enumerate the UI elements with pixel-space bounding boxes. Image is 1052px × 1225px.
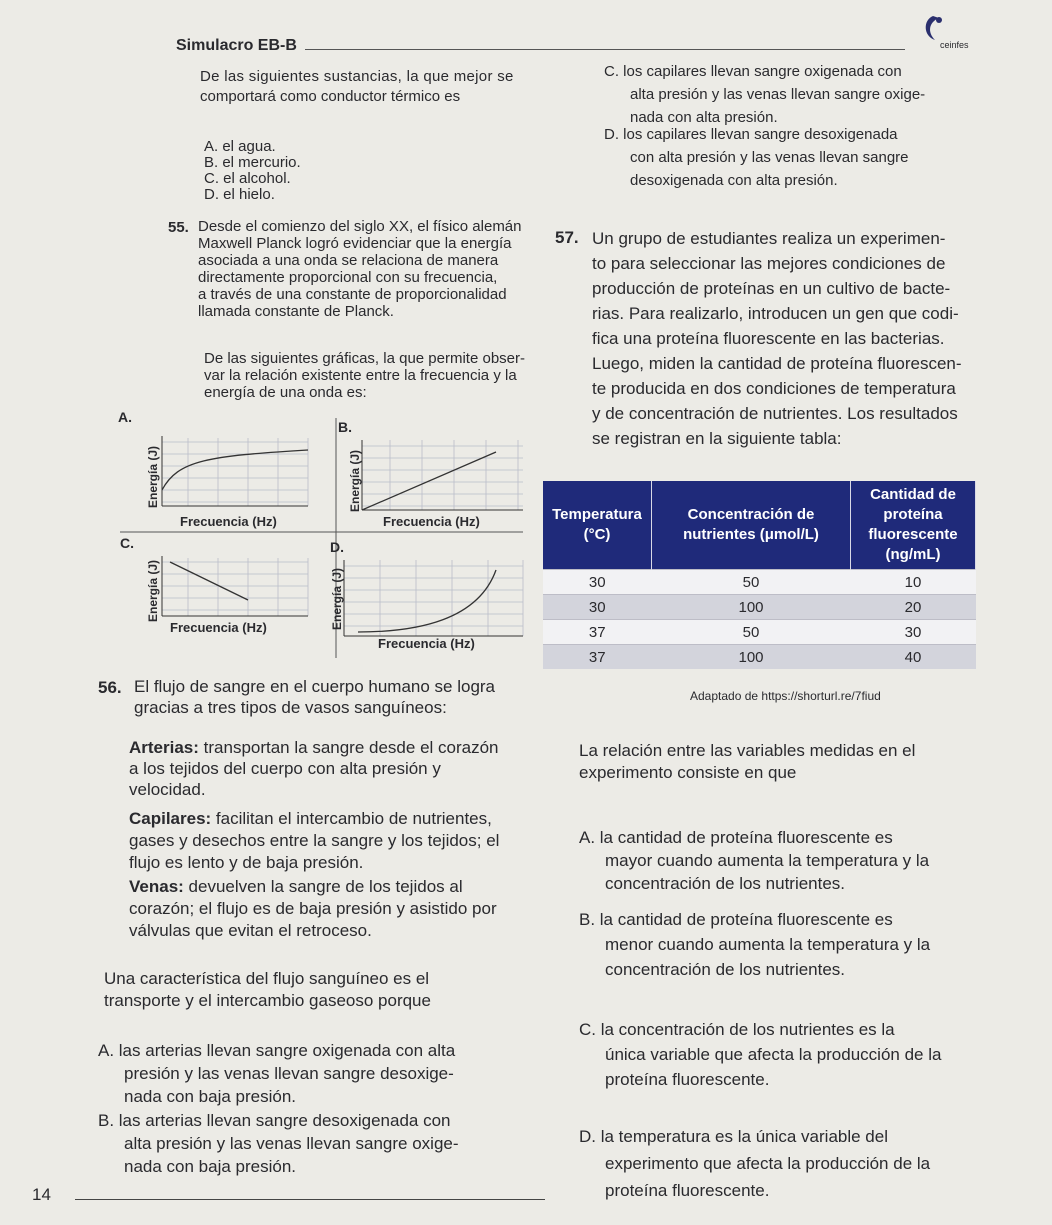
q56-question (104, 968, 554, 1012)
graph-d-ylabel: Energía (J) (330, 567, 344, 630)
table-cell: 10 (851, 570, 976, 595)
graph-b-label[interactable]: B. (338, 419, 352, 435)
option-line: concentración de los nutrientes. (605, 874, 846, 893)
graph-b-ylabel: Energía (J) (348, 449, 362, 512)
option-line: experimento que afecta la producción de la (605, 1154, 931, 1173)
graph-d-xlabel: Frecuencia (Hz) (378, 636, 475, 651)
term-text: gases y desechos entre la sangre y los tejidos; el (129, 831, 500, 850)
option-line: desoxigenada con alta presión. (630, 172, 838, 189)
table-source: Adaptado de https://shorturl.re/7fiud (690, 689, 881, 703)
question-number: 55. (168, 219, 189, 236)
page-number: 14 (32, 1185, 51, 1204)
q56-intro-line: gracias a tres tipos de vasos sanguíneos: (134, 698, 447, 717)
page-header-title: Simulacro EB-B (176, 37, 297, 54)
logo-text: ceinfes (940, 40, 969, 50)
term-text: velocidad. (129, 780, 206, 799)
table-cell: 30 (543, 570, 652, 595)
q55-line: llamada constante de Planck. (198, 303, 394, 320)
table-cell: 100 (652, 595, 851, 620)
graph-a-ylabel: Energía (J) (146, 445, 160, 508)
table-cell: 100 (652, 645, 851, 670)
option-line: única variable que afecta la producción de la (605, 1045, 942, 1064)
option-line: C. los capilares llevan sangre oxigenada con (604, 63, 902, 80)
option-line: A. la cantidad de proteína fluorescente es (579, 828, 893, 847)
q57-line: Luego, miden la cantidad de proteína fluorescen- (592, 354, 962, 373)
option-line: B. las arterias llevan sangre desoxigenada con (98, 1111, 451, 1130)
q55-question-line: var la relación existente entre la frecuencia y la (204, 367, 517, 384)
term-text: corazón; el flujo es de baja presión y asistido por (129, 899, 497, 918)
option-line: B. la cantidad de proteína fluorescente es (579, 910, 893, 929)
term-label: Capilares: (129, 809, 212, 828)
q55-question (204, 350, 549, 401)
option-line: nada con baja presión. (124, 1087, 297, 1106)
option-line: nada con alta presión. (630, 109, 778, 126)
option-line: proteína fluorescente. (605, 1181, 770, 1200)
footer-rule (75, 1199, 545, 1200)
q55-line: directamente proporcional con su frecuencia, (198, 269, 498, 286)
option-line: concentración de los nutrientes. (605, 960, 846, 979)
q55-line: a través de una constante de proporcionalidad (198, 286, 507, 303)
q56-option-a[interactable] (98, 1039, 553, 1108)
term-text: facilitan el intercambio de nutrientes, (211, 809, 492, 828)
graph-c-grid (162, 558, 308, 616)
table-row (543, 570, 976, 595)
q57-option-a[interactable] (579, 826, 1041, 895)
q57-line: fica una proteína fluorescente en las bacterias. (592, 329, 945, 348)
term-text: a los tejidos del cuerpo con alta presión y (129, 759, 441, 778)
graph-a-curve (162, 450, 308, 490)
table-row (543, 645, 976, 670)
table-cell: 30 (851, 620, 976, 645)
graph-c-label[interactable]: C. (120, 535, 134, 551)
table-header: Temperatura (°C) (543, 481, 652, 570)
option-line: C. la concentración de los nutrientes es la (579, 1020, 895, 1039)
option-line: menor cuando aumenta la temperatura y la (605, 935, 931, 954)
table-cell: 37 (543, 645, 652, 670)
q55-number (168, 218, 189, 238)
q57-option-c[interactable] (579, 1017, 1041, 1092)
q56-intro-line: El flujo de sangre en el cuerpo humano se logra (134, 677, 496, 696)
option-line: nada con baja presión. (124, 1157, 297, 1176)
table-row (543, 595, 976, 620)
graph-c-xlabel: Frecuencia (Hz) (170, 620, 267, 635)
q57-line: Un grupo de estudiantes realiza un experimen- (592, 229, 946, 248)
table-cell: 50 (652, 570, 851, 595)
graph-b-xlabel: Frecuencia (Hz) (383, 514, 480, 529)
q55-text (198, 218, 543, 320)
q57-question (579, 740, 1039, 784)
table-header: Cantidad de proteína fluorescente (ng/mL) (851, 481, 976, 570)
q55-line: Maxwell Planck logró evidenciar que la energía (198, 235, 512, 252)
q55-line: Desde el comienzo del siglo XX, el físico alemán (198, 218, 522, 235)
q57-text (592, 226, 1047, 451)
q57-line: rias. Para realizarlo, introducen un gen que codi- (592, 304, 959, 323)
option-line: presión y las venas llevan sangre desoxige- (124, 1064, 454, 1083)
q57-option-d[interactable] (579, 1123, 1041, 1204)
option-line: D. la temperatura es la única variable del (579, 1127, 888, 1146)
q57-question-line: La relación entre las variables medidas en el (579, 741, 916, 760)
q57-option-b[interactable] (579, 907, 1041, 982)
graph-c-ylabel: Energía (J) (146, 559, 160, 622)
graph-b-line (362, 452, 496, 510)
q55-question-line: De las siguientes gráficas, la que permite obser- (204, 350, 525, 367)
q57-question-line: experimento consiste en que (579, 763, 797, 782)
q57-line: to para seleccionar las mejores condiciones de (592, 254, 946, 273)
q56-arterias (129, 737, 559, 800)
header-rule (305, 49, 905, 50)
q54-stem (200, 67, 550, 107)
question-number: 56. (98, 678, 122, 697)
q56-number (98, 676, 122, 699)
table-cell: 30 (543, 595, 652, 620)
prev-option-d[interactable] (604, 125, 1044, 191)
q56-option-b[interactable] (98, 1109, 553, 1178)
table-cell: 50 (652, 620, 851, 645)
option-line: proteína fluorescente. (605, 1070, 770, 1089)
q56-capilares (129, 808, 559, 874)
q57-line: te producida en dos condiciones de temperatura (592, 379, 956, 398)
term-text: devuelven la sangre de los tejidos al (183, 877, 463, 896)
term-text: válvulas que evitan el retroceso. (129, 921, 372, 940)
q56-intro (134, 676, 564, 718)
q56-venas (129, 876, 559, 942)
q54-stem-line: comportará como conductor térmico es (200, 88, 461, 105)
graph-a-label[interactable]: A. (118, 409, 132, 425)
q54-stem-line: De las siguientes sustancias, la que mejor se (200, 68, 514, 85)
graph-d-curve (358, 570, 496, 632)
table-cell: 20 (851, 595, 976, 620)
q57-results-table (543, 481, 976, 669)
term-label: Venas: (129, 877, 184, 896)
option-line: alta presión y las venas llevan sangre oxige- (124, 1134, 459, 1153)
q56-question-line: Una característica del flujo sanguíneo es el (104, 969, 430, 988)
option-line: D. los capilares llevan sangre desoxigenada (604, 126, 898, 143)
option-line: alta presión y las venas llevan sangre oxige- (630, 86, 926, 103)
q57-line: y de concentración de nutrientes. Los resultados (592, 404, 958, 423)
term-text: transportan la sangre desde el corazón (198, 738, 499, 757)
q54-option-a[interactable]: A. el agua. (204, 138, 276, 155)
q57-line: producción de proteínas en un cultivo de bacte- (592, 279, 951, 298)
q54-option-d[interactable]: D. el hielo. (204, 186, 275, 203)
graph-a-xlabel: Frecuencia (Hz) (180, 514, 277, 529)
q55-question-line: energía de una onda es: (204, 384, 367, 401)
table-cell: 37 (543, 620, 652, 645)
q54-option-b[interactable]: B. el mercurio. (204, 154, 301, 171)
q57-line: se registran en la siguiente tabla: (592, 429, 842, 448)
term-label: Arterias: (129, 738, 199, 757)
q56-question-line: transporte y el intercambio gaseoso porque (104, 991, 431, 1010)
option-line: con alta presión y las venas llevan sangre (630, 149, 909, 166)
graph-d-label[interactable]: D. (330, 539, 344, 555)
table-header: Concentración de nutrientes (μmol/L) (652, 481, 851, 570)
q54-option-c[interactable]: C. el alcohol. (204, 170, 291, 187)
question-number: 57. (555, 228, 579, 247)
term-text: flujo es lento y de baja presión. (129, 853, 364, 872)
q57-number (555, 226, 579, 249)
q55-line: asociada a una onda se relaciona de manera (198, 252, 499, 269)
graph-a-grid (162, 438, 308, 506)
table-row (543, 620, 976, 645)
prev-option-c[interactable] (604, 62, 1044, 128)
option-line: A. las arterias llevan sangre oxigenada con alta (98, 1041, 456, 1060)
option-line: mayor cuando aumenta la temperatura y la (605, 851, 930, 870)
graph-c-line (170, 562, 248, 600)
table-cell: 40 (851, 645, 976, 670)
